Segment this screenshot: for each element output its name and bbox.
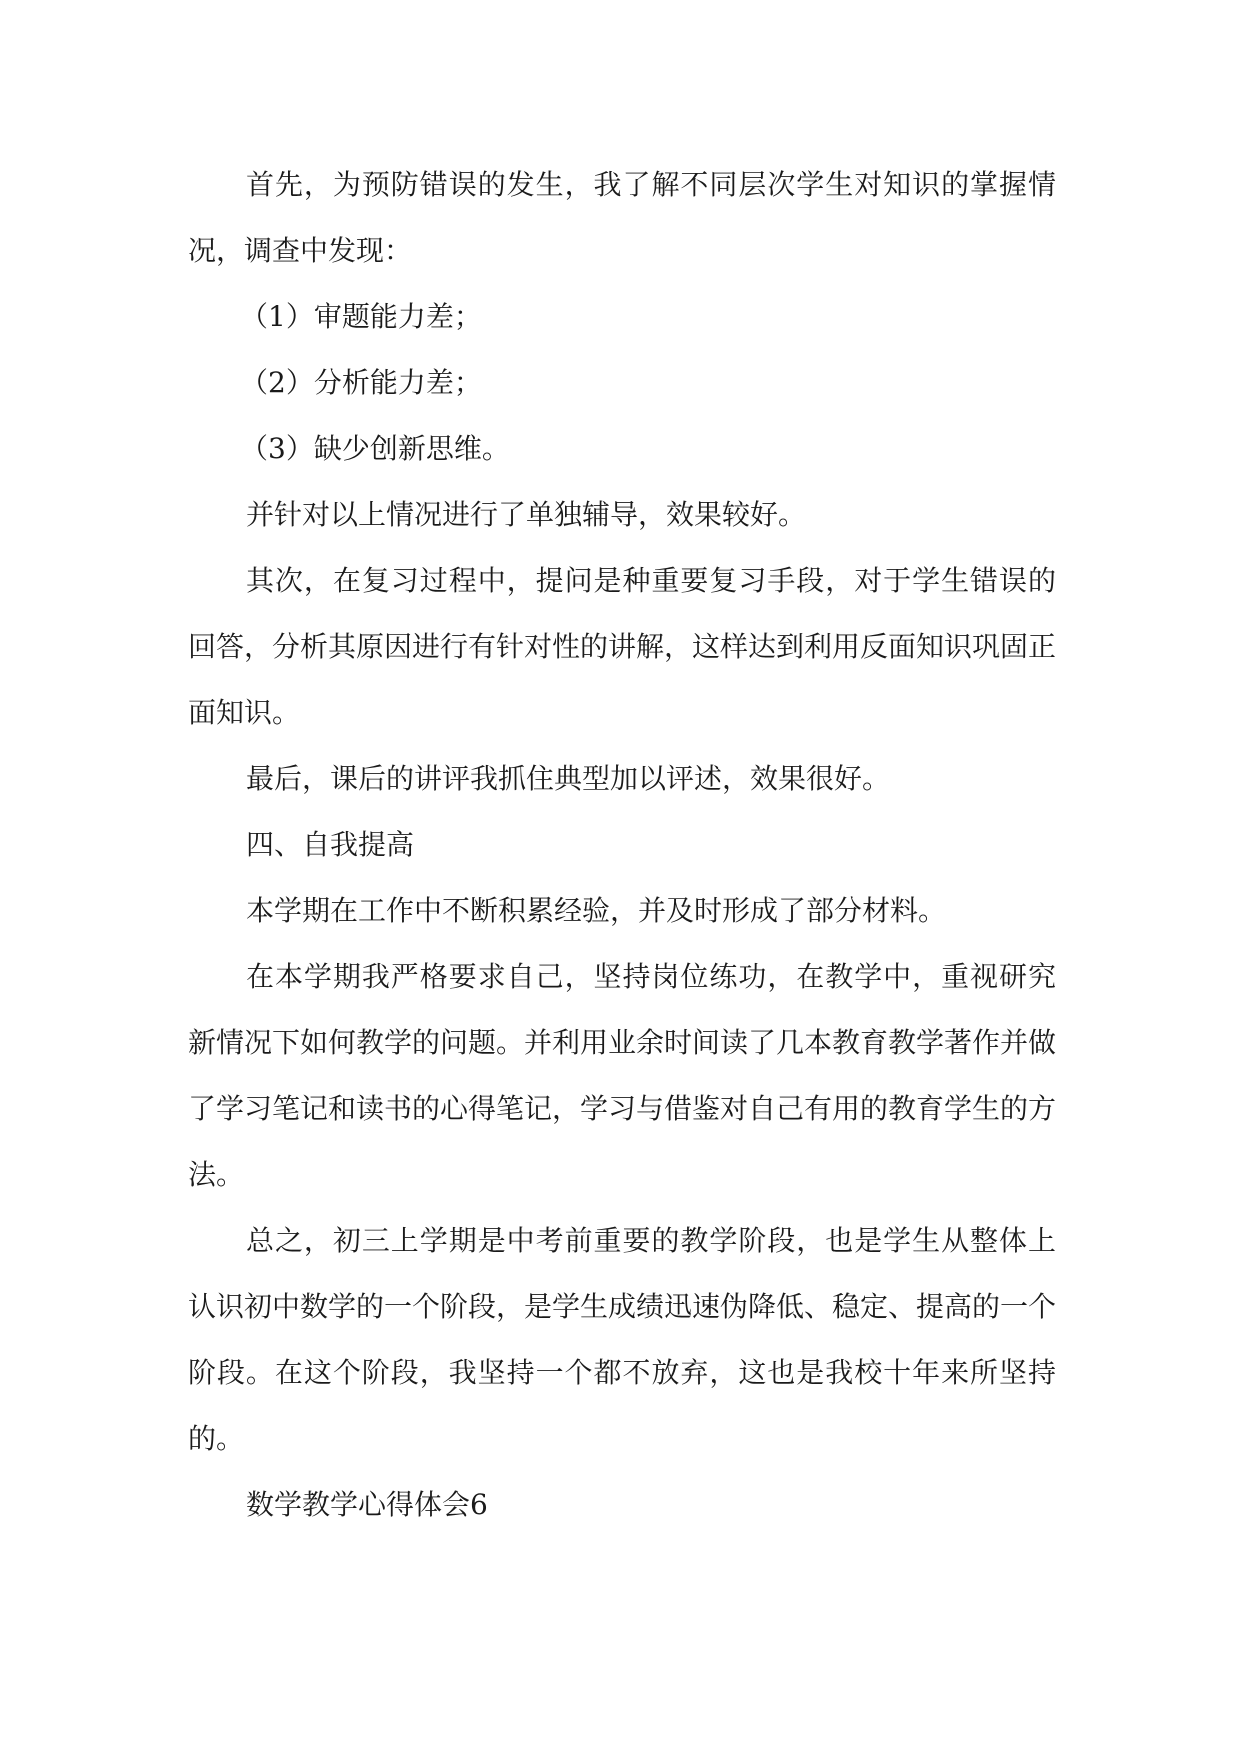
list-item-2: （2）分析能力差； [240,366,482,399]
paragraph-study: 在本学期我严格要求自己，坚持岗位练功，在教学中，重视研究新情况下如何教学的问题。并利用业余时间读了几本教育教学著作并做了学习笔记和读书的心得笔记，学习与借鉴对自己有用的教育学生的方法。 [188,960,1057,1191]
paragraph-finally: 最后，课后的讲评我抓住典型加以评述，效果很好。 [246,762,891,795]
document-page [188,152,1056,1538]
section-heading-self-improvement: 四、自我提高 [246,828,415,861]
paragraph-summary: 总之，初三上学期是中考前重要的教学阶段，也是学生从整体上认识初中数学的一个阶段，是学生成绩迅速伪降低、稳定、提高的一个阶段。在这个阶段，我坚持一个都不放弃，这也是我校十年来所坚持的。 [188,1224,1057,1455]
section-heading-article-6: 数学教学心得体会6 [246,1488,488,1521]
paragraph-intro: 首先，为预防错误的发生，我了解不同层次学生对知识的掌握情况，调查中发现： [188,168,1056,267]
paragraph-experience: 本学期在工作中不断积累经验，并及时形成了部分材料。 [246,894,947,927]
list-item-3: （3）缺少创新思维。 [240,432,510,465]
paragraph-review: 其次，在复习过程中，提问是种重要复习手段，对于学生错误的回答，分析其原因进行有针对性的讲解，这样达到利用反面知识巩固正面知识。 [188,564,1057,729]
paragraph-tutoring: 并针对以上情况进行了单独辅导，效果较好。 [246,498,807,531]
list-item-1: （1）审题能力差； [240,300,482,333]
